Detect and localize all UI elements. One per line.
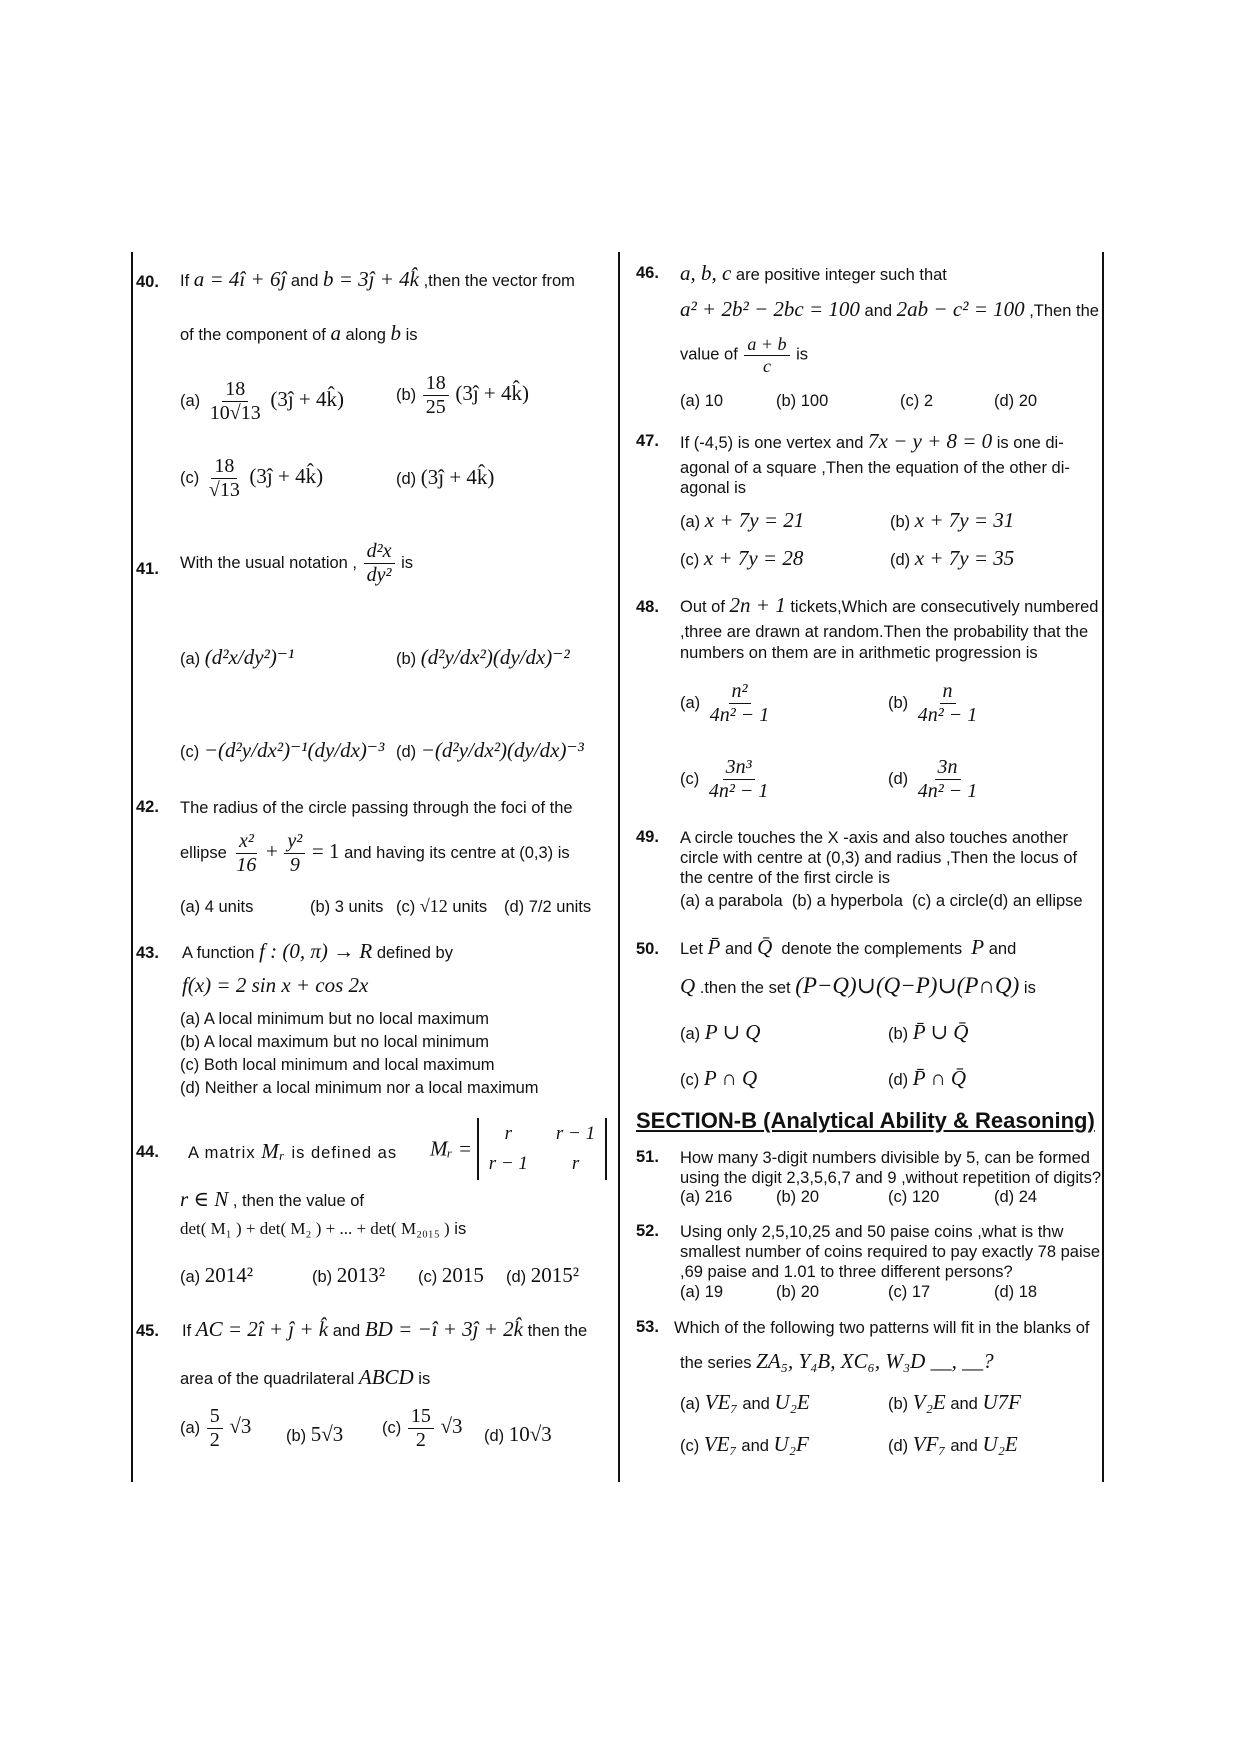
q52-option-c[interactable]: (c) 17	[888, 1283, 931, 1301]
q49-line2: circle with centre at (0,3) and radius ,Then the locus of	[680, 849, 1078, 867]
q47-option-b[interactable]: (b) x + 7y = 31	[890, 508, 1015, 532]
q50-line2: Q .then the set (P−Q)∪(Q−P)∪(P∩Q) is	[680, 973, 1036, 998]
q44-line3: det( M₁ ) + det( M₂ ) + ... + det( M₂₀₁₅ ) is	[180, 1219, 467, 1238]
q47-option-d[interactable]: (d) x + 7y = 35	[890, 546, 1015, 570]
q44-option-c[interactable]: (c) 2015	[418, 1263, 484, 1287]
q43-option-c[interactable]: (c) Both local minimum and local maximum	[180, 1056, 495, 1074]
q46-option-a[interactable]: (a) 10	[680, 392, 724, 410]
q46-line3: value of $\frac{a + b}{c}$ is	[680, 334, 809, 376]
q42-line1: The radius of the circle passing through the foci of the	[180, 799, 573, 817]
q42-option-d[interactable]: (d) 7/2 units	[504, 898, 592, 916]
q51-option-c[interactable]: (c) 120	[888, 1188, 940, 1206]
q53-line1: Which of the following two patterns will fit in the blanks of	[674, 1319, 1090, 1337]
q48-line1: Out of 2n + 1 tickets,Which are consecutively numbered	[680, 593, 1099, 617]
q53-option-b[interactable]: (b) V₂E and U7F	[888, 1390, 1021, 1414]
q45-option-c[interactable]: (c) $\frac{15}{2}$ √3	[382, 1405, 463, 1451]
right-border	[1102, 252, 1104, 1482]
vector-a-def: a = 4î + 6ĵ	[193, 267, 287, 291]
q44-matrix: Mᵣ = r r − 1 r − 1 r	[430, 1118, 607, 1180]
q47-option-c[interactable]: (c) x + 7y = 28	[680, 546, 804, 570]
q47-line1: If (-4,5) is one vertex and 7x − y + 8 = 0 is one di-	[680, 429, 1064, 453]
question-number: 52.	[636, 1222, 659, 1240]
q49-line3: the centre of the first circle is	[680, 869, 890, 887]
q48-option-a[interactable]: (a) $\frac{\text{n²}}{\text{4n² − 1}}$	[680, 680, 770, 726]
question-number: 41.	[136, 560, 159, 578]
q46-option-c[interactable]: (c) 2	[900, 392, 933, 410]
q41-option-c[interactable]: (c) −(d²y/dx²)⁻¹(dy/dx)⁻³	[180, 738, 385, 762]
q45-line1: If AC = 2î + ĵ + k̂ and BD = −î + 3ĵ + 2k̂ then the	[182, 1317, 588, 1341]
q48-option-b[interactable]: (b) $\frac{n}{\text{4n² − 1}}$	[888, 680, 978, 726]
q42-option-b[interactable]: (b) 3 units	[310, 898, 384, 916]
q44-option-b[interactable]: (b) 2013²	[312, 1263, 386, 1287]
q52-option-d[interactable]: (d) 18	[994, 1283, 1038, 1301]
q42-line2: ellipse $\frac{\text{x²}}{16}$ + $\frac{\text{y²}}{9}$ = 1 and having its centre at (0,3) is	[180, 830, 570, 876]
q41-stem: With the usual notation , $\frac{\text{d²x}}{\text{dy²}}$ is	[180, 540, 414, 586]
q43-option-a[interactable]: (a) A local minimum but no local maximum	[180, 1010, 490, 1028]
q51-line1: How many 3-digit numbers divisible by 5, can be formed	[680, 1149, 1090, 1167]
q51-line2: using the digit 2,3,5,6,7 and 9 ,without repetition of digits?	[680, 1169, 1102, 1187]
question-number: 50.	[636, 940, 659, 958]
q52-option-a[interactable]: (a) 19	[680, 1283, 724, 1301]
q43-formula: f(x) = 2 sin x + cos 2x	[182, 973, 369, 997]
question-number: 42.	[136, 798, 159, 816]
q46-option-d[interactable]: (d) 20	[994, 392, 1038, 410]
q44-line1: A matrix Mᵣ is defined as	[188, 1139, 398, 1163]
q52-line2: smallest number of coins required to pay exactly 78 paise	[680, 1243, 1101, 1261]
q45-option-d[interactable]: (d) 10√3	[484, 1422, 552, 1446]
question-number: 49.	[636, 828, 659, 846]
q40-option-c[interactable]: (c) $\frac{18}{√13}$ (3ĵ + 4k̂)	[180, 455, 324, 501]
question-number: 44.	[136, 1143, 159, 1161]
q48-line3: numbers on them are in arithmetic progression is	[680, 644, 1038, 662]
q40-line2: of the component of a along b is	[180, 321, 418, 345]
matrix: r r − 1 r − 1 r	[477, 1118, 607, 1180]
column-divider	[618, 252, 620, 1482]
q50-option-c[interactable]: (c) P ∩ Q	[680, 1066, 758, 1090]
q50-line1: Let P̄ and Q̄ denote the complements P and	[680, 935, 1017, 959]
q48-option-c[interactable]: (c) $\frac{\text{3n³}}{\text{4n² − 1}}$	[680, 756, 769, 802]
q44-option-a[interactable]: (a) 2014²	[180, 1263, 254, 1287]
q49-options[interactable]: (a) a parabola (b) a hyperbola (c) a circle(d) an ellipse	[680, 892, 1083, 910]
q53-option-d[interactable]: (d) VF₇ and U₂E	[888, 1432, 1018, 1456]
q42-option-c[interactable]: (c) √12 units	[396, 896, 488, 916]
question-number: 43.	[136, 944, 159, 962]
q45-line2: area of the quadrilateral ABCD is	[180, 1365, 431, 1389]
q40-line1: If a = 4î + 6ĵ and b = 3ĵ + 4k̂ ,then the vector from	[180, 267, 575, 291]
q47-option-a[interactable]: (a) x + 7y = 21	[680, 508, 805, 532]
question-number: 45.	[136, 1322, 159, 1340]
q40-option-b[interactable]: (b) $\frac{18}{25}$ (3ĵ + 4k̂)	[396, 372, 530, 418]
q52-line1: Using only 2,5,10,25 and 50 paise coins ,what is thw	[680, 1223, 1064, 1241]
q45-option-b[interactable]: (b) 5√3	[286, 1422, 344, 1446]
question-number: 46.	[636, 264, 659, 282]
q49-line1: A circle touches the X -axis and also touches another	[680, 829, 1068, 847]
q44-option-d[interactable]: (d) 2015²	[506, 1263, 580, 1287]
q45-option-a[interactable]: (a) $\frac{5}{2}$ √3	[180, 1405, 252, 1451]
q46-option-b[interactable]: (b) 100	[776, 392, 829, 410]
q43-option-d[interactable]: (d) Neither a local minimum nor a local maximum	[180, 1079, 539, 1097]
question-number: 47.	[636, 432, 659, 450]
q48-line2: ,three are drawn at random.Then the probability that the	[680, 623, 1089, 641]
q51-option-d[interactable]: (d) 24	[994, 1188, 1038, 1206]
left-border	[131, 252, 133, 1482]
q51-option-b[interactable]: (b) 20	[776, 1188, 820, 1206]
q53-option-c[interactable]: (c) VE₇ and U₂F	[680, 1432, 809, 1456]
question-number: 48.	[636, 598, 659, 616]
q43-line1: A function f : (0, π) → R defined by	[182, 939, 453, 963]
q50-option-d[interactable]: (d) P̄ ∩ Q̄	[888, 1066, 967, 1090]
q42-option-a[interactable]: (a) 4 units	[180, 898, 254, 916]
q43-option-b[interactable]: (b) A local maximum but no local minimum	[180, 1033, 490, 1051]
question-number: 53.	[636, 1318, 659, 1336]
q53-line2: the series ZA₅, Y₄B, XC₆, W₃D __, __?	[680, 1349, 994, 1373]
q40-option-a[interactable]: (a) $\frac{18}{10√13}$ (3ĵ + 4k̂)	[180, 378, 345, 424]
q46-line1: a, b, c are positive integer such that	[680, 261, 947, 285]
q46-line2: a² + 2b² − 2bc = 100 and 2ab − c² = 100 ,Then the	[680, 297, 1099, 321]
q48-option-d[interactable]: (d) $\frac{3n}{\text{4n² − 1}}$	[888, 756, 978, 802]
question-number: 51.	[636, 1148, 659, 1166]
q51-option-a[interactable]: (a) 216	[680, 1188, 733, 1206]
q52-option-b[interactable]: (b) 20	[776, 1283, 820, 1301]
vector-b-def: b = 3ĵ + 4k̂	[323, 267, 419, 291]
q41-option-d[interactable]: (d) −(d²y/dx²)(dy/dx)⁻³	[396, 738, 584, 762]
q41-option-a[interactable]: (a) (d²x/dy²)⁻¹	[180, 645, 295, 669]
q52-line3: ,69 paise and 1.01 to three different persons?	[680, 1263, 1013, 1281]
q44-line2: r ∈ N , then the value of	[180, 1187, 365, 1211]
q50-option-b[interactable]: (b) P̄ ∪ Q̄	[888, 1020, 969, 1044]
q47-line2: agonal of a square ,Then the equation of the other di-	[680, 459, 1070, 477]
q40-option-d[interactable]: (d) (3ĵ + 4k̂)	[396, 465, 495, 489]
q53-option-a[interactable]: (a) VE₇ and U₂E	[680, 1390, 810, 1414]
section-b-heading: SECTION-B (Analytical Ability & Reasoning)	[636, 1108, 1095, 1133]
question-number: 40.	[136, 273, 159, 291]
q41-option-b[interactable]: (b) (d²y/dx²)(dy/dx)⁻²	[396, 645, 570, 669]
q50-option-a[interactable]: (a) P ∪ Q	[680, 1020, 761, 1044]
q47-line3: agonal is	[680, 479, 747, 497]
